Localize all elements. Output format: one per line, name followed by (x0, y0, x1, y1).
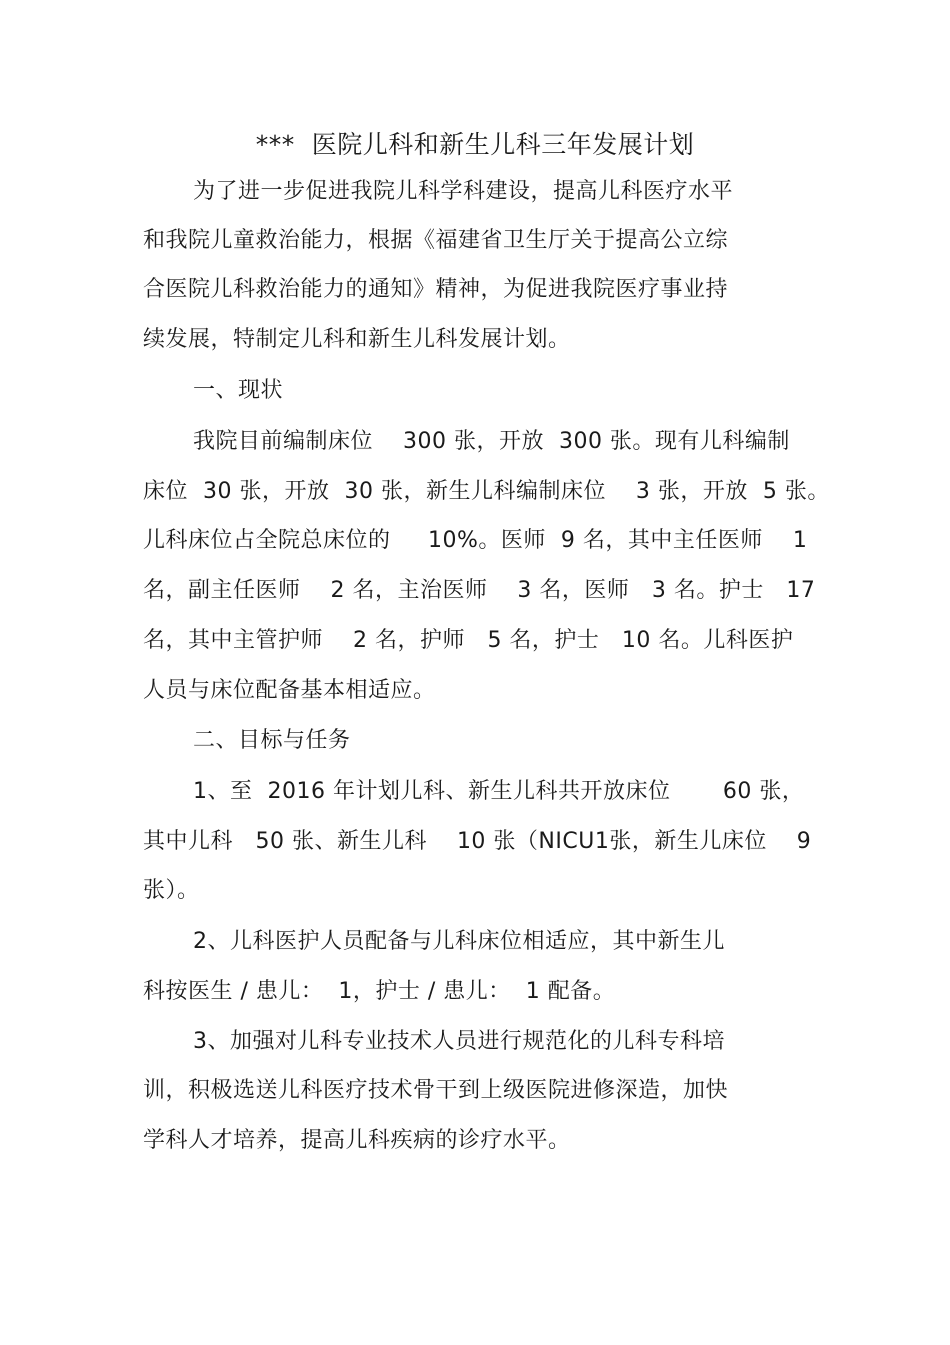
paragraph-line: 我院目前编制床位 300 张，开放 300 张。现有儿科编制 (193, 429, 790, 454)
paragraph-line: 名，副主任医师 2 名，主治医师 3 名，医师 3 名。护士 17 (143, 578, 816, 603)
paragraph-line: 儿科床位占全院总床位的 10%。医师 9 名，其中主任医师 1 (143, 528, 808, 553)
paragraph-line: 合医院儿科救治能力的通知》精神，为促进我院医疗事业持 (143, 277, 729, 302)
paragraph-line: 床位 30 张，开放 30 张，新生儿科编制床位 3 张，开放 5 张。 (143, 479, 830, 504)
list-item-line: 其中儿科 50 张、新生儿科 10 张（NICU1张，新生儿床位 9 (143, 829, 812, 854)
list-item-line: 科按医生 / 患儿： 1，护士 / 患儿： 1 配备。 (143, 979, 616, 1004)
paragraph-line: 续发展，特制定儿科和新生儿科发展计划。 (143, 327, 571, 352)
list-item-line: 2、儿科医护人员配备与儿科床位相适应，其中新生儿 (193, 929, 725, 954)
section-heading: 一、现状 (193, 378, 284, 403)
paragraph-line: 为了进一步促进我院儿科学科建设，提高儿科医疗水平 (193, 179, 734, 204)
paragraph-line: 名，其中主管护师 2 名，护师 5 名，护士 10 名。儿科医护 (143, 628, 794, 653)
list-item-line: 张）。 (143, 878, 200, 903)
list-item-line: 3、加强对儿科专业技术人员进行规范化的儿科专科培 (193, 1029, 725, 1054)
document-title: *** 医院儿科和新生儿科三年发展计划 (255, 130, 695, 159)
list-item-line: 学科人才培养，提高儿科疾病的诊疗水平。 (143, 1128, 571, 1153)
list-item-line: 1、至 2016 年计划儿科、新生儿科共开放床位 60 张， (193, 779, 805, 804)
list-item-line: 训，积极选送儿科医疗技术骨干到上级医院进修深造，加快 (143, 1078, 729, 1103)
paragraph-line: 和我院儿童救治能力，根据《福建省卫生厅关于提高公立综 (143, 228, 729, 253)
paragraph-line: 人员与床位配备基本相适应。 (143, 678, 436, 703)
section-heading: 二、目标与任务 (193, 728, 351, 753)
